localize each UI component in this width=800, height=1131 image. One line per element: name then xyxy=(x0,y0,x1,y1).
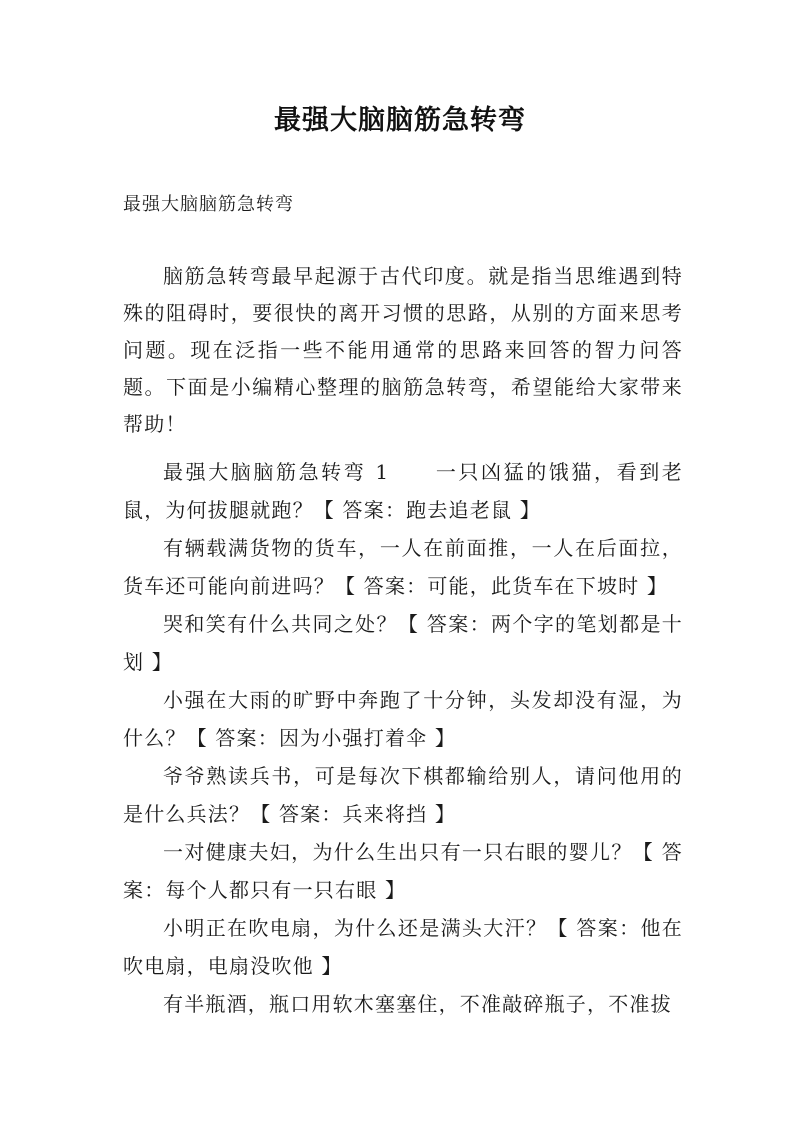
qa-item-4: 小强在大雨的旷野中奔跑了十分钟，头发却没有湿，为什么？【 答案：因为小强打着伞 】 xyxy=(123,688,683,750)
qa-item-3: 哭和笑有什么共同之处？【 答案：两个字的笔划都是十划 】 xyxy=(123,612,683,674)
qa-item-8: 有半瓶酒，瓶口用软木塞塞住，不准敲碎瓶子，不准拔 xyxy=(163,992,672,1016)
qa-item-6: 一对健康夫妇，为什么生出只有一只右眼的婴儿？【 答案：每个人都只有一只右眼 】 xyxy=(123,840,683,902)
qa-item-2: 有辆载满货物的货车，一人在前面推，一人在后面拉，货车还可能向前进吗？【 答案：可能，此货车在下坡时 】 xyxy=(123,536,683,598)
intro-section xyxy=(123,258,683,443)
intro-paragraph: 脑筋急转弯最早起源于古代印度。就是指当思维遇到特殊的阻碍时，要很快的离开习惯的思路，从别的方面来思考问题。现在泛指一些不能用通常的思路来回答的智力问答题。下面是小编精心整理的脑筋急转弯，希望能给大家带来帮助！ xyxy=(123,264,683,436)
document-title: 最强大脑脑筋急转弯 xyxy=(274,105,526,136)
qa-section xyxy=(123,453,683,1023)
qa-item-1: 最强大脑脑筋急转弯 1 一只凶猛的饿猫，看到老鼠，为何拔腿就跑？【 答案：跑去追老鼠 】 xyxy=(123,460,683,522)
qa-item-5: 爷爷熟读兵书，可是每次下棋都输给别人，请问他用的是什么兵法？【 答案：兵来将挡 】 xyxy=(123,764,683,826)
document-subtitle: 最强大脑脑筋急转弯 xyxy=(123,194,294,215)
qa-item-7: 小明正在吹电扇，为什么还是满头大汗？【 答案：他在吹电扇，电扇没吹他 】 xyxy=(123,916,683,978)
